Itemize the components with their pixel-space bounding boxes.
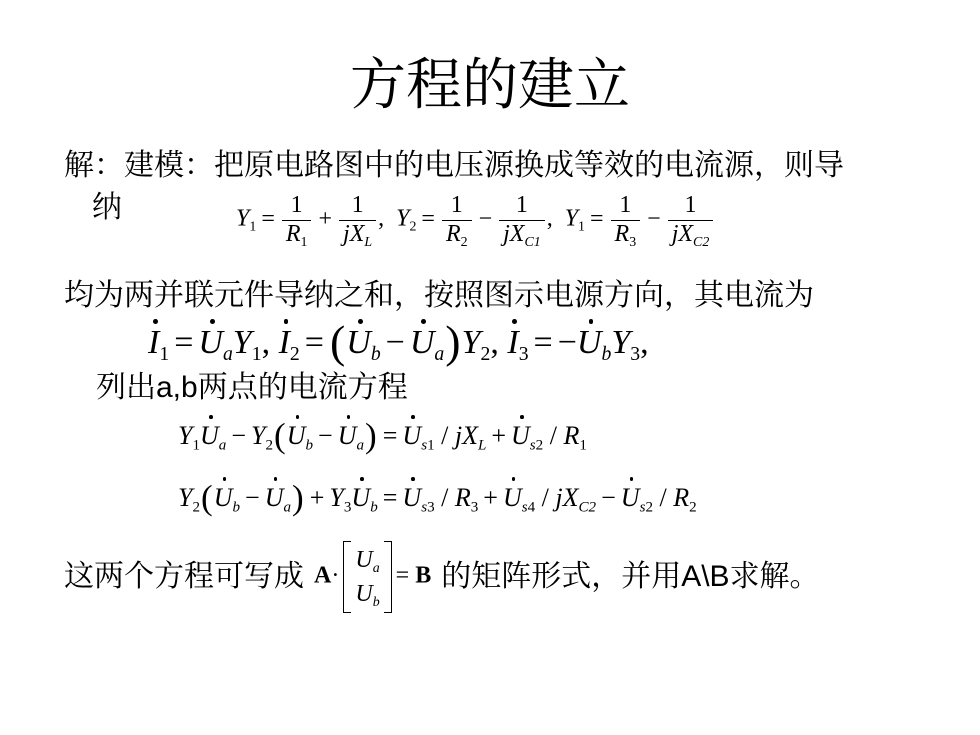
matrix-suffix-cn: 的矩阵形式，并用 (441, 559, 682, 594)
list-label (96, 368, 408, 408)
list-label-suffix: 两点的电流方程 (197, 370, 408, 405)
current-formula: $I_1 = U_aY_1$, $I_2 = (U_b - U_a)Y_2$, $I_3 = -U_bY_3$, (148, 315, 649, 367)
matrix-prefix: 这两个方程可写成 (64, 559, 304, 594)
equation-a: $Y_1U_a - Y_2(U_b - U_a) = U_{s1} / jX_L + U_{s2} / R_1$ (178, 415, 587, 455)
intro-line-1: 解：建模：把原电路图中的电压源换成等效的电流源，则导 (64, 148, 844, 183)
slide-title: 方程的建立 (350, 53, 630, 118)
matrix-expression: A· $U_a$ $U_b$ = B (314, 541, 431, 613)
list-label-prefix: 列出 (96, 370, 156, 405)
matrix-vector: $U_a$ $U_b$ (343, 541, 391, 613)
equation-b: $Y_2(U_b - U_a) + Y_3U_b = U_{s3} / R_3 + U_{s4} / jX_{C2} - U_{s2} / R_2$ (178, 477, 697, 517)
admittance-formula: $Y_1$ = $\frac{1}{R_1}$ + $\frac{1}{jX_L}$ , $Y_2$ = $\frac{1}{R_2}$ − $\frac{1}{jX_{C1}}$ , $Y_1$ = $\frac{1}{R_3}$ − $\frac{1}{jX_{C2}}$ (236, 192, 715, 248)
matrix-suffix-code: A\B (681, 560, 730, 593)
matrix-suffix-end: 求解。 (729, 559, 820, 594)
list-label-ab: a,b (156, 371, 198, 404)
matrix-line (64, 538, 820, 616)
intro-line-2: 纳 (92, 190, 122, 225)
sum-line: 均为两并联元件导纳之和，按照图示电源方向，其电流为 (64, 278, 814, 313)
